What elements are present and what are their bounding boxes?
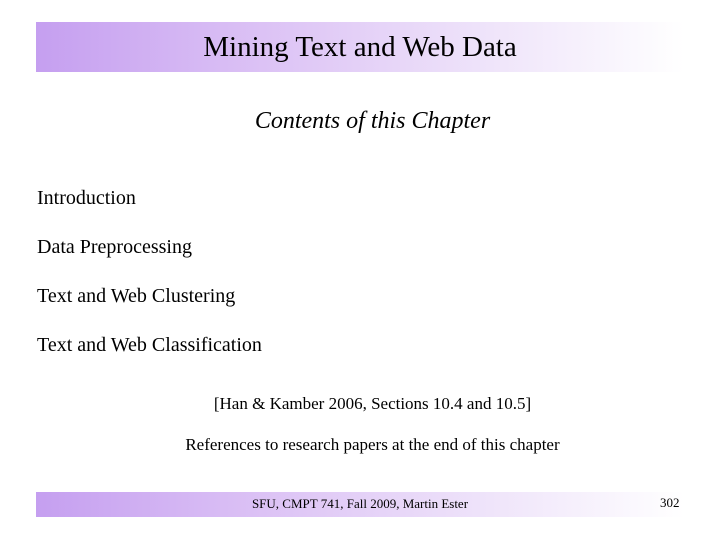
contents-item-introduction: Introduction [37, 187, 136, 209]
contents-item-data-preprocessing: Data Preprocessing [37, 236, 192, 258]
footer-text: SFU, CMPT 741, Fall 2009, Martin Ester [251, 496, 469, 511]
chapter-subtitle: Contents of this Chapter [254, 108, 491, 134]
contents-item-classification: Text and Web Classification [37, 334, 262, 356]
research-papers-note: References to research papers at the end of this chapter [185, 435, 560, 454]
textbook-reference: [Han & Kamber 2006, Sections 10.4 and 10.5] [213, 394, 532, 413]
contents-list [37, 183, 262, 379]
slide-title: Mining Text and Web Data [203, 30, 517, 63]
page-number: 302 [660, 495, 680, 510]
contents-item-clustering: Text and Web Clustering [37, 285, 236, 307]
